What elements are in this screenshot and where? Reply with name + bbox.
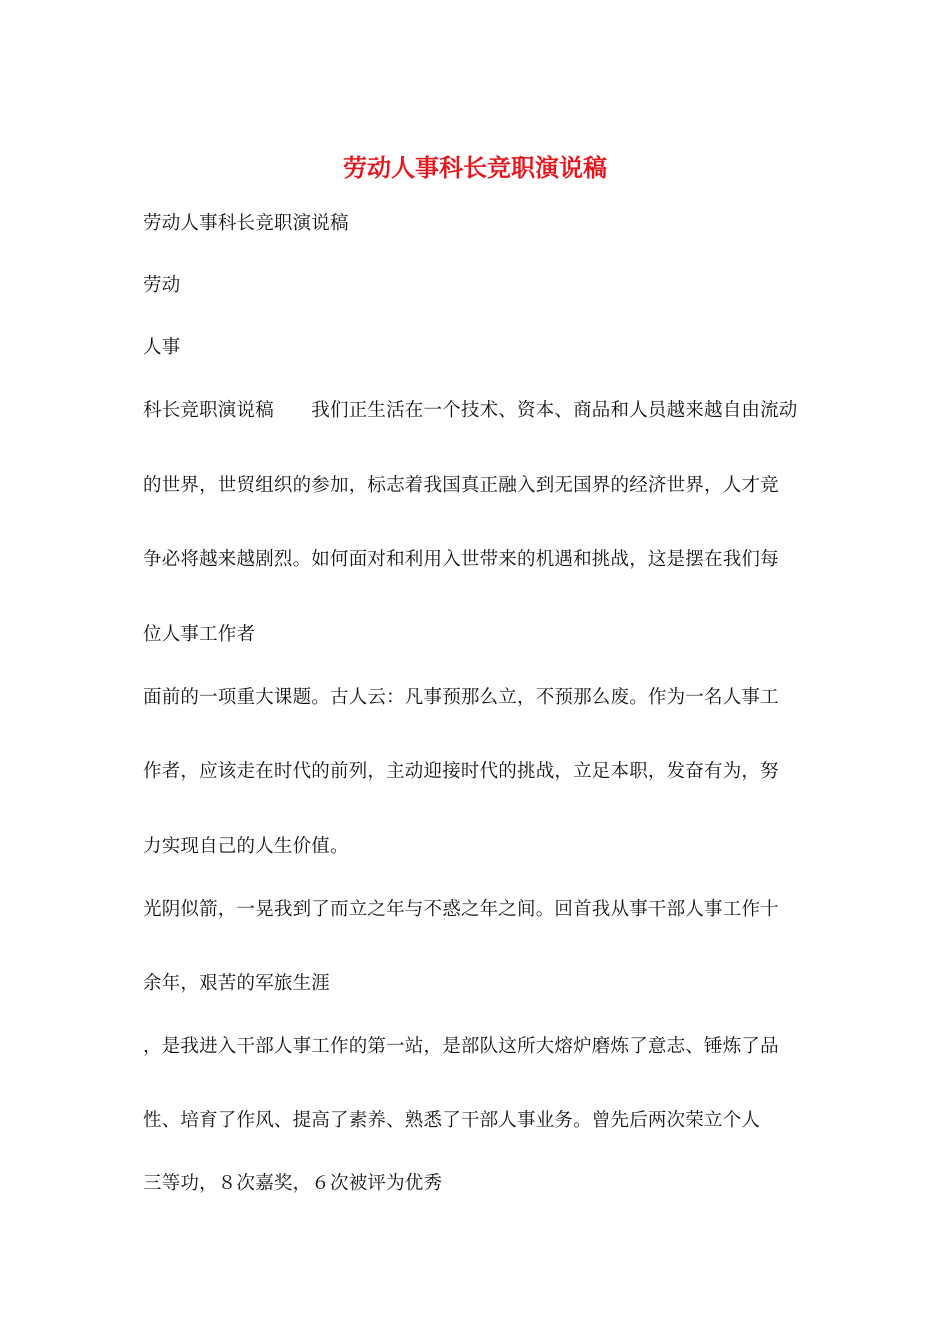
paragraph-line: 性、培育了作风、提高了素养、熟悉了干部人事业务。曾先后两次荣立个人: [143, 1110, 761, 1131]
paragraph-line: 劳动: [143, 275, 181, 296]
paragraph-line: 劳动人事科长竞职演说稿: [143, 213, 349, 234]
paragraph-line: 作者，应该走在时代的前列，主动迎接时代的挑战，立足本职，发奋有为，努: [143, 761, 779, 782]
paragraph-line: 余年，艰苦的军旅生涯: [143, 973, 331, 994]
paragraph-line: 面前的一项重大课题。古人云：凡事预那么立，不预那么废。作为一名人事工: [143, 687, 779, 708]
paragraph-line: ，是我进入干部人事工作的第一站，是部队这所大熔炉磨炼了意志、锤炼了品: [143, 1036, 779, 1057]
paragraph-line: 力实现自己的人生价值。: [143, 836, 349, 857]
paragraph-line: 争必将越来越剧烈。如何面对和利用入世带来的机遇和挑战，这是摆在我们每: [143, 549, 779, 570]
paragraph-line: 三等功，８次嘉奖，６次被评为优秀: [143, 1173, 443, 1194]
paragraph-line: 人事: [143, 337, 181, 358]
paragraph-line: 的世界，世贸组织的参加，标志着我国真正融入到无国界的经济世界，人才竞: [143, 475, 779, 496]
paragraph-line: 光阴似箭，一晃我到了而立之年与不惑之年之间。回首我从事干部人事工作十: [143, 899, 779, 920]
paragraph-line: 位人事工作者: [143, 624, 256, 645]
document-title: 劳动人事科长竞职演说稿: [343, 153, 607, 182]
paragraph-line: 科长竞职演说稿 我们正生活在一个技术、资本、商品和人员越来越自由流动: [143, 400, 798, 421]
